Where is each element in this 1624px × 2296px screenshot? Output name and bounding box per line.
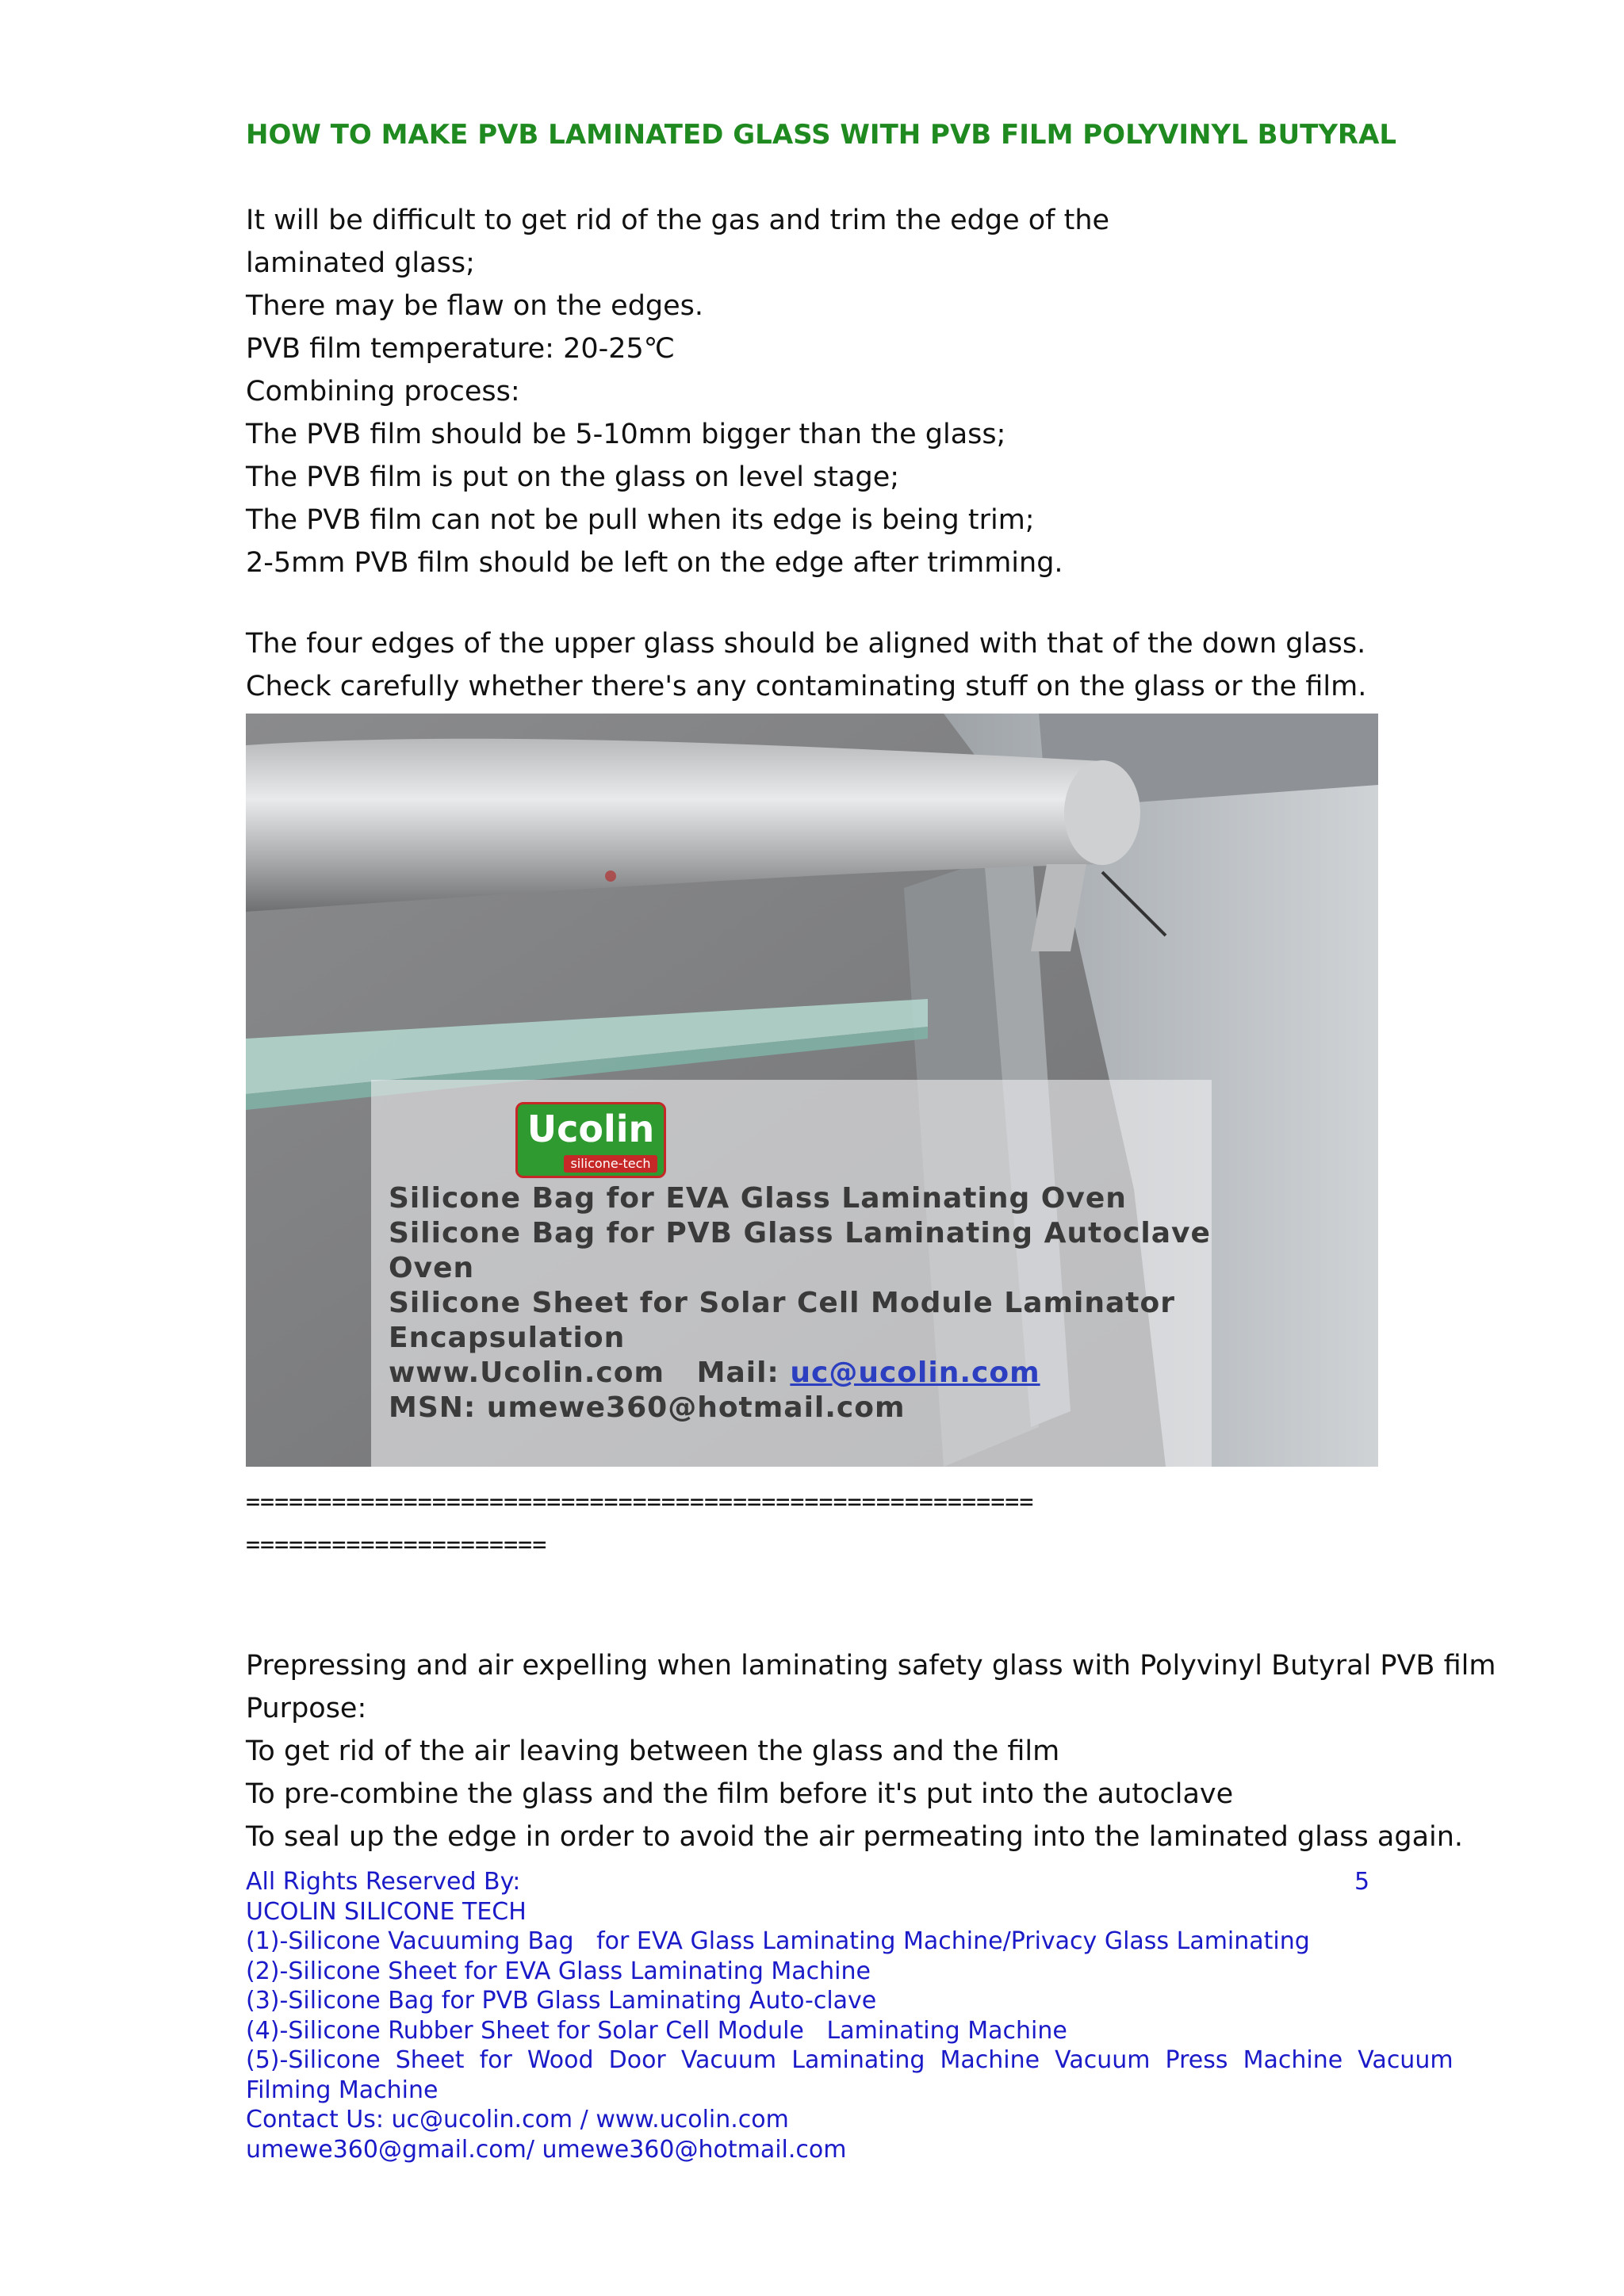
text-line: The PVB film can not be pull when its edge is being trim;	[246, 504, 1035, 536]
watermark-line: Silicone Sheet for Solar Cell Module Laminator	[389, 1287, 1175, 1319]
footer-line: (1)-Silicone Vacuuming Bag for EVA Glass Laminating Machine/Privacy Glass Laminating	[246, 1927, 1310, 1955]
document-title: HOW TO MAKE PVB LAMINATED GLASS WITH PVB FILM POLYVINYL BUTYRAL	[246, 119, 1397, 151]
watermark-text	[389, 1181, 1211, 1425]
text-line: Combining process:	[246, 376, 520, 408]
footer-line: All Rights Reserved By:	[246, 1868, 521, 1896]
text-line: The PVB film should be 5-10mm bigger than the glass;	[246, 419, 1006, 450]
separator-line: =======================================================	[246, 1488, 1034, 1516]
separator-line: =====================	[246, 1531, 547, 1559]
text-line: To get rid of the air leaving between the glass and the film	[246, 1735, 1060, 1767]
section-separator	[246, 1481, 1033, 1567]
page-footer	[246, 1867, 1454, 2164]
paragraph-trimming	[246, 199, 1109, 584]
text-line: It will be difficult to get rid of the gas and trim the edge of the	[246, 205, 1110, 236]
footer-email-line: umewe360@gmail.com/ umewe360@hotmail.com	[246, 2135, 847, 2164]
text-line: To pre-combine the glass and the film before it's put into the autoclave	[246, 1778, 1234, 1810]
watermark-overlay	[371, 1080, 1212, 1467]
watermark-line: Oven	[389, 1252, 475, 1284]
watermark-msn-line: MSN: umewe360@hotmail.com	[389, 1391, 906, 1424]
logo-subtext: silicone-tech	[564, 1155, 657, 1173]
text-line: Purpose:	[246, 1693, 367, 1724]
text-line: There may be flaw on the edges.	[246, 290, 704, 322]
text-line: Check carefully whether there's any contaminating stuff on the glass or the film.	[246, 671, 1367, 702]
footer-line: (4)-Silicone Rubber Sheet for Solar Cell Module Laminating Machine	[246, 2016, 1067, 2045]
watermark-line: Silicone Bag for PVB Glass Laminating Autoclave	[389, 1217, 1211, 1249]
text-line: To seal up the edge in order to avoid the air permeating into the laminated glass again.	[246, 1821, 1464, 1853]
watermark-line: Silicone Bag for EVA Glass Laminating Oven	[389, 1182, 1127, 1215]
text-line: The four edges of the upper glass should be aligned with that of the down glass.	[246, 628, 1366, 660]
watermark-contact-line	[389, 1356, 1211, 1391]
logo-text: Ucolin	[527, 1108, 655, 1150]
text-line: Prepressing and air expelling when laminating safety glass with Polyvinyl Butyral PVB film	[246, 1650, 1496, 1682]
ucolin-logo	[515, 1102, 666, 1178]
watermark-line: Encapsulation	[389, 1322, 626, 1354]
web-label: www.Ucolin.com Mail:	[389, 1357, 791, 1389]
text-line: PVB film temperature: 20-25℃	[246, 333, 676, 365]
footer-line: UCOLIN SILICONE TECH	[246, 1897, 527, 1926]
page-number: 5	[1354, 1868, 1370, 1896]
text-line: The PVB film is put on the glass on level stage;	[246, 461, 900, 493]
paragraph-prepressing	[246, 1644, 1496, 1858]
text-line: laminated glass;	[246, 247, 475, 279]
footer-line: (5)-Silicone Sheet for Wood Door Vacuum Laminating Machine Vacuum Press Machine Vacuum	[246, 2046, 1454, 2074]
laminated-glass-photo	[246, 714, 1378, 1467]
text-line: 2-5mm PVB film should be left on the edge after trimming.	[246, 547, 1063, 579]
footer-contact-line: Contact Us: uc@ucolin.com / www.ucolin.com	[246, 2106, 789, 2133]
footer-line: (3)-Silicone Bag for PVB Glass Laminating Auto-clave	[246, 1987, 877, 2015]
mail-link[interactable]: uc@ucolin.com	[790, 1357, 1040, 1389]
paragraph-alignment	[246, 622, 1366, 708]
footer-line: (2)-Silicone Sheet for EVA Glass Laminating Machine	[246, 1957, 871, 1985]
footer-line: Filming Machine	[246, 2076, 439, 2104]
